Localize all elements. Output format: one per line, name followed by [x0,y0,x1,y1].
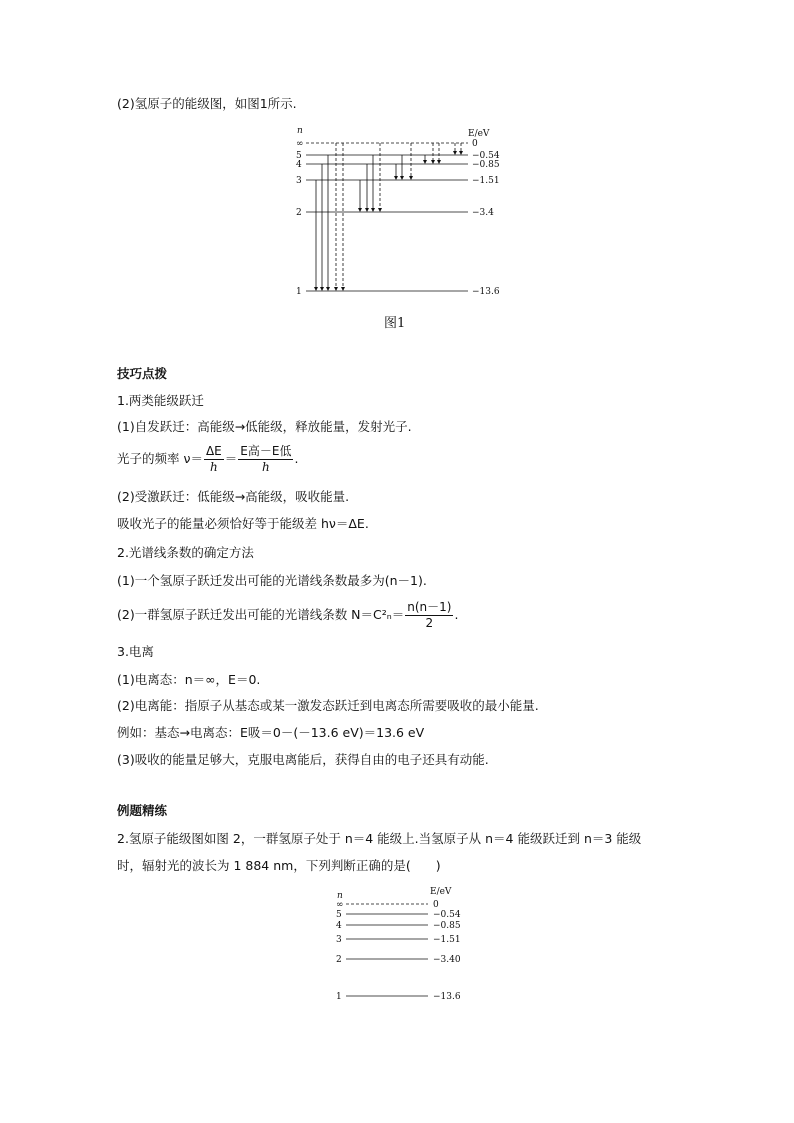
fig1-arrowhead [400,176,404,180]
photon-frequency-formula [117,444,298,475]
fig1-arrowhead [431,160,435,164]
fig2-level-n: 5 [336,910,342,920]
section1-absorb: 吸收光子的能量必须恰好等于能级差 hν＝ΔE. [117,516,369,531]
fig2-level-n: 1 [336,992,342,1002]
fig1-level-n: 5 [296,151,302,161]
example-heading: 例题精练 [117,803,168,818]
intro-text: (2)氢原子的能级图，如图1所示. [117,96,297,111]
fig1-level-energy: −1.51 [472,176,500,186]
fraction-num: ΔE [205,444,222,458]
section1-title: 1.两类能级跃迁 [117,393,204,408]
fraction-den: h [262,460,270,474]
fraction-num: E高－E低 [240,444,292,458]
question-line-2: 时，辐射光的波长为 1 884 nm，下列判断正确的是( ) [117,858,441,873]
fig1-arrowhead [459,151,463,155]
fig1-n-axis-label: n [297,126,303,136]
fig2-level-energy: 0 [433,900,439,910]
fraction-combination [405,600,453,631]
fig2-level-energy: −1.51 [433,935,461,945]
fraction-num: n(n－1) [407,600,452,614]
freq-prefix: 光子的频率 ν＝ [117,451,203,466]
fig1-arrowhead [334,287,338,291]
section3-ionized-state: (1)电离态：n＝∞，E＝0. [117,672,261,687]
fig1-level-n: 1 [296,287,302,297]
fraction-den: h [210,460,218,474]
tips-heading: 技巧点拨 [117,366,168,381]
section1-stimulated: (2)受激跃迁：低能级→高能级，吸收能量. [117,489,350,504]
fig1-level-energy: −0.85 [472,160,500,170]
fig1-arrowhead [358,208,362,212]
fig1-arrowhead [371,208,375,212]
fig1-arrowhead [394,176,398,180]
section3-example: 例如：基态→电离态：E吸＝0－(－13.6 eV)＝13.6 eV [117,725,425,740]
fig1-arrowhead [453,151,457,155]
fig1-level-n: 2 [296,208,302,218]
fig2-e-axis-label: E/eV [430,887,452,897]
fraction-energy-diff-over-h [238,444,293,475]
period: . [454,607,459,622]
equals-sign: ＝ [224,451,238,466]
fig1-level-n: 3 [296,176,302,186]
fig1-level-n: ∞ [296,139,304,149]
fig2-level-n: 2 [336,955,342,965]
fraction-delta-e-over-h [204,444,224,475]
section3-ionization-energy: (2)电离能：指原子从基态或某一激发态跃迁到电离态所需要吸收的最小能量. [117,698,539,713]
fig2-level-n: 4 [336,921,342,931]
section2-single-atom: (1)一个氢原子跃迁发出可能的光谱线条数最多为(n－1). [117,573,427,588]
fig1-level-n: 4 [296,160,302,170]
fig2-level-energy: −0.85 [433,921,461,931]
energy-level-diagram-1 [0,0,794,340]
fig1-arrowhead [326,287,330,291]
fig1-arrowhead [423,160,427,164]
fig1-arrowhead [409,176,413,180]
fig1-level-energy: 0 [472,139,478,149]
fig1-arrowhead [365,208,369,212]
fig1-arrowhead [437,160,441,164]
group-prefix: (2)一群氢原子跃迁发出可能的光谱线条数 N＝C²ₙ＝ [117,607,405,622]
section3-kinetic: (3)吸收的能量足够大，克服电离能后，获得自由的电子还具有动能. [117,752,489,767]
fig1-e-axis-label: E/eV [468,129,490,139]
fig1-arrowhead [320,287,324,291]
fig2-level-energy: −13.6 [433,992,461,1002]
fig2-level-n: 3 [336,935,342,945]
fig1-arrowhead [378,208,382,212]
fig2-n-axis-label: n [337,891,343,901]
fig1-arrowhead [314,287,318,291]
fig1-level-energy: −13.6 [472,287,500,297]
fig1-level-energy: −0.54 [472,151,500,161]
question-line-1: 2.氢原子能级图如图 2，一群氢原子处于 n＝4 能级上.当氢原子从 n＝4 能级跃迁到 n＝3 能级 [117,831,642,846]
fig1-arrowhead [341,287,345,291]
fig1-caption: 图1 [384,316,406,331]
section2-group-formula [117,600,458,631]
fig2-level-n: ∞ [336,900,344,910]
fig1-level-energy: −3.4 [472,208,494,218]
period: . [294,451,299,466]
section1-spontaneous: (1)自发跃迁：高能级→低能级，释放能量，发射光子. [117,419,412,434]
fig2-level-energy: −3.40 [433,955,461,965]
fraction-den: 2 [425,616,434,630]
section2-title: 2.光谱线条数的确定方法 [117,545,254,560]
fig2-level-energy: −0.54 [433,910,461,920]
section3-title: 3.电离 [117,644,154,659]
